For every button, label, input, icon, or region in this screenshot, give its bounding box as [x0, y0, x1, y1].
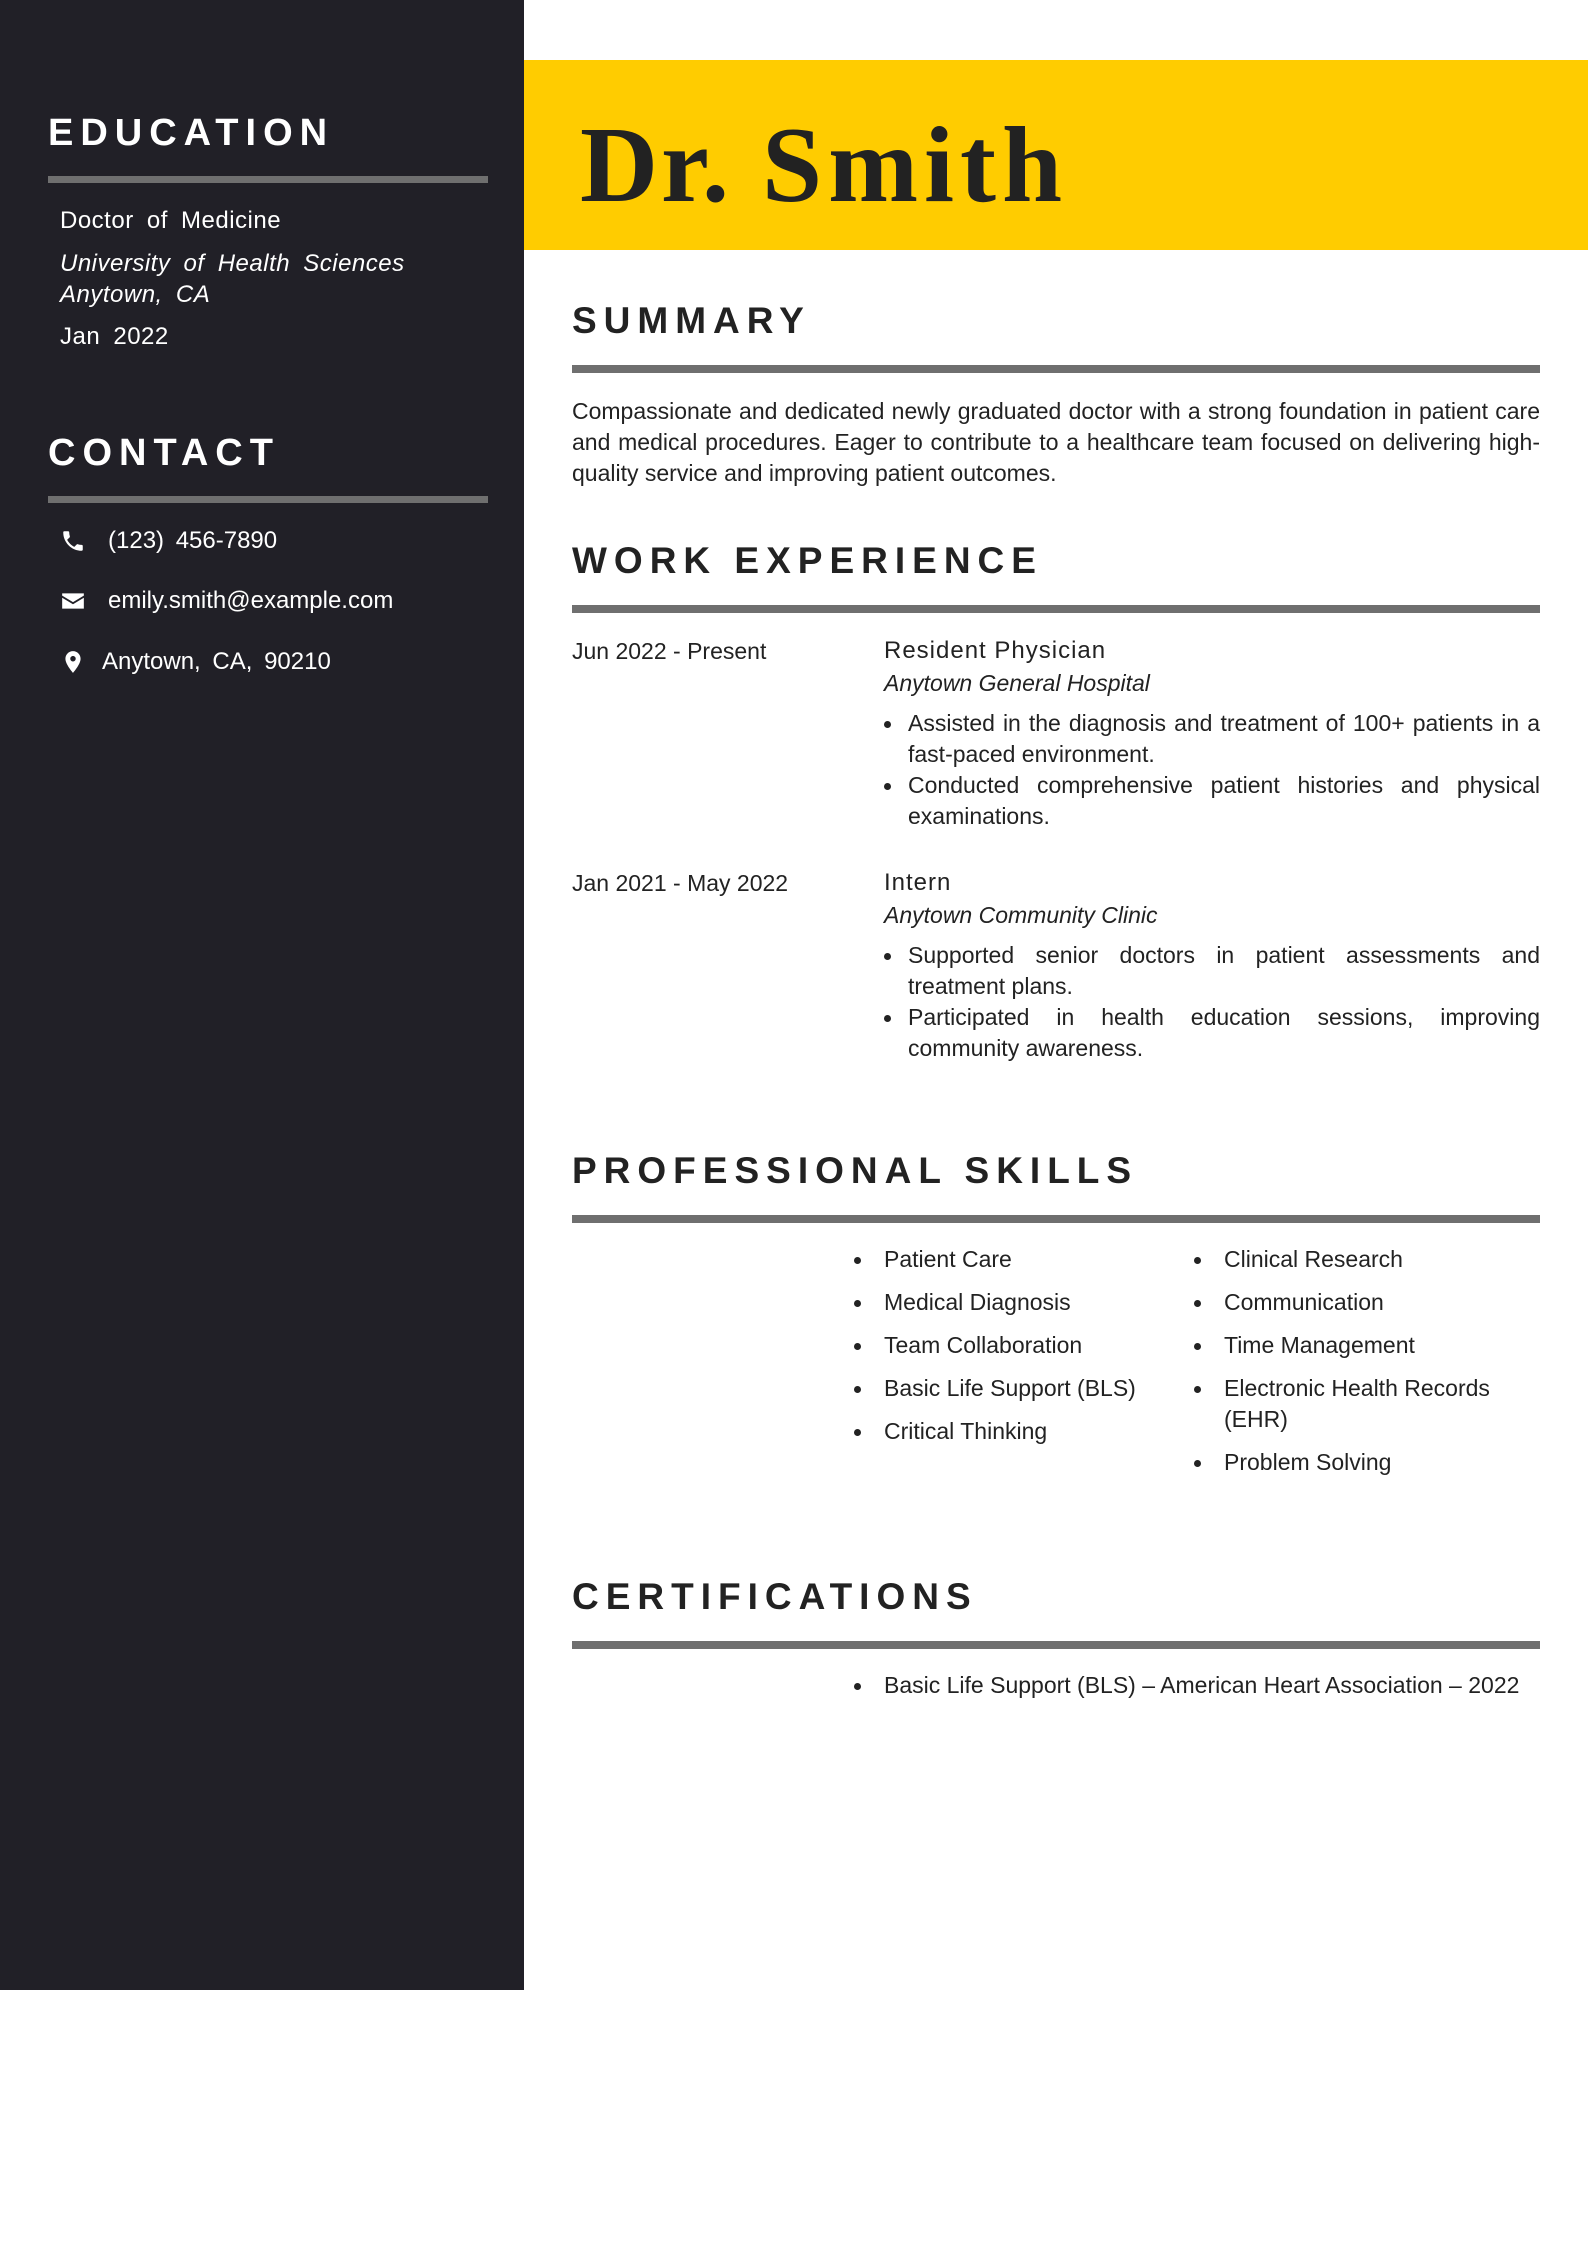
skill-item: Time Management — [1194, 1330, 1514, 1361]
certifications-divider — [572, 1641, 1540, 1649]
job-entry — [884, 868, 1540, 1064]
envelope-icon — [60, 588, 86, 614]
education-divider — [48, 176, 488, 183]
experience-divider — [572, 605, 1540, 613]
summary-heading: SUMMARY — [572, 300, 811, 341]
job-duty: Assisted in the diagnosis and treatment of 100+ patients in a fast-paced environment. — [884, 708, 1540, 770]
certifications-list — [854, 1670, 1540, 1701]
job-company: Anytown General Hospital — [884, 670, 1150, 696]
experience-heading: WORK EXPERIENCE — [572, 540, 1043, 581]
job-duty: Supported senior doctors in patient assessments and treatment plans. — [884, 940, 1540, 1002]
job-duty: Conducted comprehensive patient histories and physical examinations. — [884, 770, 1540, 832]
address-text: Anytown, CA, 90210 — [102, 648, 331, 675]
skills-divider — [572, 1215, 1540, 1223]
education-location: Anytown, CA — [60, 281, 211, 308]
candidate-name — [580, 106, 1069, 225]
certification-item: Basic Life Support (BLS) – American Heart Association – 2022 — [854, 1670, 1540, 1701]
map-pin-icon — [60, 649, 86, 675]
skill-item: Basic Life Support (BLS) — [854, 1373, 1174, 1404]
skill-item: Medical Diagnosis — [854, 1287, 1174, 1318]
education-degree: Doctor of Medicine — [60, 207, 282, 234]
contact-email — [60, 584, 393, 618]
job-company: Anytown Community Clinic — [884, 902, 1158, 928]
education-school: University of Health Sciences — [60, 250, 405, 277]
contact-divider — [48, 496, 488, 503]
certifications-heading: CERTIFICATIONS — [572, 1576, 978, 1617]
skill-item: Patient Care — [854, 1244, 1174, 1275]
skill-item: Electronic Health Records (EHR) — [1194, 1373, 1514, 1435]
job-duties — [884, 940, 1540, 1064]
phone-icon — [60, 528, 86, 554]
sidebar — [0, 0, 524, 1990]
email-address[interactable]: emily.smith@example.com — [108, 587, 394, 614]
job-title: Intern — [884, 869, 952, 896]
contact-address — [60, 645, 331, 679]
summary-text: Compassionate and dedicated newly graduated doctor with a strong foundation in patient care and medical procedures. Eager to contribute to a healthcare team focused on delivering high-quality service and improving patient outcomes. — [572, 398, 1540, 486]
contact-phone — [60, 524, 277, 558]
skill-item: Critical Thinking — [854, 1416, 1174, 1447]
name-surname: Smith — [762, 106, 1069, 225]
skill-item: Team Collaboration — [854, 1330, 1174, 1361]
contact-heading: CONTACT — [48, 432, 280, 474]
education-date: Jan 2022 — [60, 323, 169, 350]
skill-item: Clinical Research — [1194, 1244, 1514, 1275]
job-dates: Jan 2021 - May 2022 — [572, 870, 789, 896]
job-duties — [884, 708, 1540, 832]
job-dates: Jun 2022 - Present — [572, 638, 767, 664]
skills-list-left — [854, 1244, 1174, 1459]
name-prefix: Dr. — [580, 106, 733, 225]
skills-heading: PROFESSIONAL SKILLS — [572, 1150, 1139, 1191]
job-title: Resident Physician — [884, 637, 1107, 664]
summary-divider — [572, 365, 1540, 373]
name-banner — [524, 60, 1588, 250]
skill-item: Communication — [1194, 1287, 1514, 1318]
job-entry — [884, 636, 1540, 832]
education-heading: EDUCATION — [48, 112, 335, 154]
job-duty: Participated in health education sessions, improving community awareness. — [884, 1002, 1540, 1064]
phone-number[interactable]: (123) 456-7890 — [108, 527, 278, 554]
skills-list-right — [1194, 1244, 1514, 1490]
skill-item: Problem Solving — [1194, 1447, 1514, 1478]
